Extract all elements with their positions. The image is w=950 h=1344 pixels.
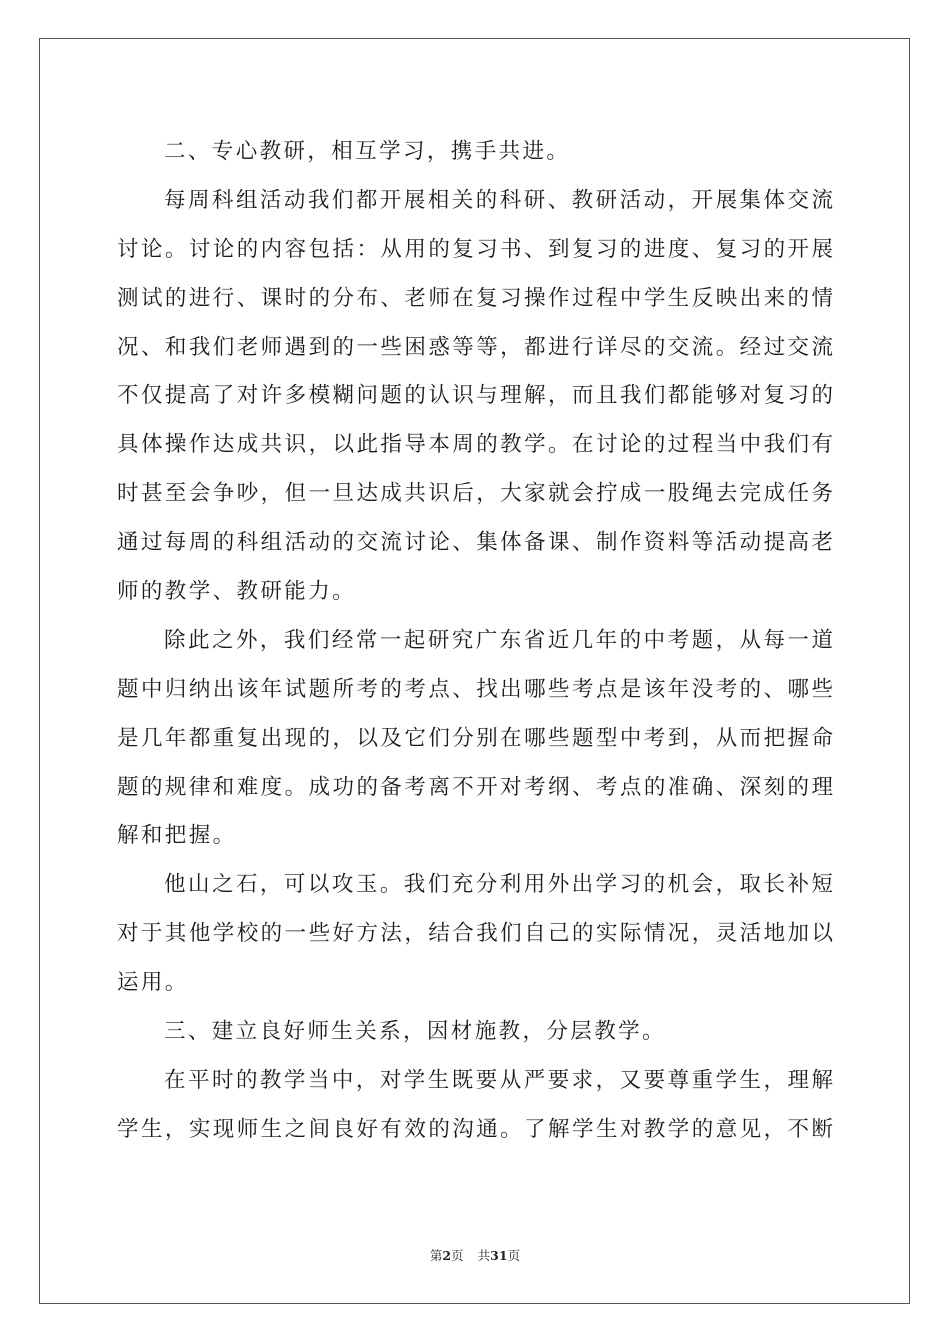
page-total — [478, 1248, 520, 1263]
paragraph-line: 不仅提高了对许多模糊问题的认识与理解，而且我们都能够对复习的 — [117, 383, 833, 409]
page-number — [430, 1248, 464, 1263]
paragraph-line: 在平时的教学当中，对学生既要从严要求，又要尊重学生，理解 — [164, 1067, 833, 1093]
paragraph-line: 除此之外，我们经常一起研究广东省近几年的中考题，从每一道 — [164, 627, 833, 653]
paragraph-line: 对于其他学校的一些好方法，结合我们自己的实际情况，灵活地加以 — [117, 921, 833, 947]
paragraph-line: 运用。 — [117, 970, 189, 996]
paragraph-line: 时甚至会争吵，但一旦达成共识后，大家就会拧成一股绳去完成任务 — [117, 481, 833, 507]
total-prefix: 共 — [477, 1248, 491, 1263]
paragraph-line: 三、建立良好师生关系，因材施教，分层教学。 — [164, 1019, 666, 1045]
page-footer — [0, 1246, 950, 1264]
page-unit: 页 — [451, 1248, 464, 1263]
paragraph-line: 二、专心教研，相互学习，携手共进。 — [164, 139, 571, 164]
paragraph-line: 讨论。讨论的内容包括：从用的复习书、到复习的进度、复习的开展 — [117, 236, 833, 262]
total-unit: 页 — [507, 1248, 521, 1263]
paragraph-line: 题中归纳出该年试题所考的考点、找出哪些考点是该年没考的、哪些 — [117, 676, 833, 702]
paragraph-line: 每周科组活动我们都开展相关的科研、教研活动，开展集体交流 — [164, 187, 833, 213]
document-body — [117, 128, 833, 1155]
paragraph-line: 解和把握。 — [117, 823, 237, 849]
current-page: 2 — [442, 1248, 452, 1263]
paragraph-line: 况、和我们老师遇到的一些困惑等等，都进行详尽的交流。经过交流 — [117, 334, 833, 360]
paragraph-line: 通过每周的科组活动的交流讨论、集体备课、制作资料等活动提高老 — [117, 530, 833, 556]
paragraph-line: 师的教学、教研能力。 — [117, 579, 357, 605]
paragraph-line: 题的规律和难度。成功的备考离不开对考纲、考点的准确、深刻的理 — [117, 774, 833, 800]
paragraph-line: 测试的进行、课时的分布、老师在复习操作过程中学生反映出来的情 — [117, 285, 833, 311]
page-prefix: 第 — [429, 1248, 443, 1263]
paragraph-line: 是几年都重复出现的，以及它们分别在哪些题型中考到，从而把握命 — [117, 725, 833, 751]
paragraph-line: 学生，实现师生之间良好有效的沟通。了解学生对教学的意见，不断 — [117, 1116, 833, 1142]
paragraph-line: 具体操作达成共识，以此指导本周的教学。在讨论的过程当中我们有 — [117, 432, 833, 458]
paragraph-line: 他山之石，可以攻玉。我们充分利用外出学习的机会，取长补短 — [164, 872, 833, 898]
total-pages: 31 — [490, 1248, 508, 1263]
